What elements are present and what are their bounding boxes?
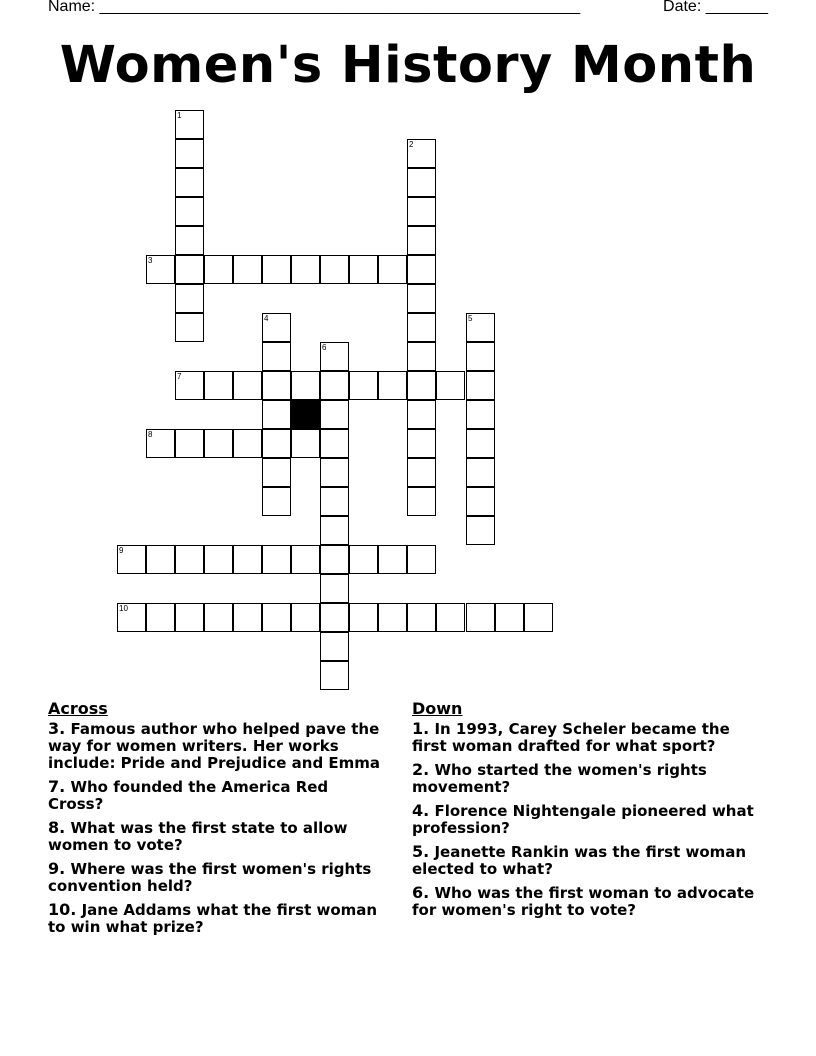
grid-cell[interactable]	[175, 168, 204, 197]
clue-number: 10	[119, 604, 128, 613]
down-clue: 2. Who started the women's rights movement?	[412, 760, 707, 796]
grid-cell[interactable]	[466, 313, 495, 342]
grid-cell[interactable]	[175, 139, 204, 168]
grid-cell[interactable]	[175, 110, 204, 139]
clue-number: 7	[177, 372, 182, 381]
grid-cell[interactable]	[262, 400, 291, 429]
grid-cell[interactable]	[349, 545, 378, 574]
grid-cell[interactable]	[407, 284, 436, 313]
grid-cell[interactable]	[233, 429, 262, 458]
grid-cell[interactable]	[262, 458, 291, 487]
grid-cell[interactable]	[262, 342, 291, 371]
grid-cell[interactable]	[407, 371, 436, 400]
date-field[interactable]: Date: _______	[663, 0, 768, 15]
grid-cell[interactable]	[407, 255, 436, 284]
grid-cell[interactable]	[291, 371, 320, 400]
grid-cell[interactable]	[146, 255, 175, 284]
clue-number: 5	[468, 314, 473, 323]
grid-cell[interactable]	[320, 371, 349, 400]
grid-cell[interactable]	[146, 545, 175, 574]
grid-cell[interactable]	[320, 400, 349, 429]
clue-number: 1	[177, 111, 182, 120]
grid-cell[interactable]	[436, 371, 465, 400]
grid-cell[interactable]	[349, 255, 378, 284]
grid-cell[interactable]	[233, 371, 262, 400]
grid-cell[interactable]	[175, 603, 204, 632]
grid-cell[interactable]	[262, 371, 291, 400]
grid-cell[interactable]	[407, 197, 436, 226]
name-field[interactable]: Name: ______________________________________________________	[48, 0, 581, 15]
grid-cell[interactable]	[349, 371, 378, 400]
black-cell	[291, 400, 320, 429]
grid-cell[interactable]	[524, 603, 553, 632]
grid-cell[interactable]	[291, 545, 320, 574]
grid-cell[interactable]	[407, 313, 436, 342]
clue-number: 6	[322, 343, 327, 352]
grid-cell[interactable]	[407, 168, 436, 197]
grid-cell[interactable]	[175, 226, 204, 255]
across-clues	[48, 700, 388, 942]
grid-cell[interactable]	[378, 371, 407, 400]
grid-cell[interactable]	[320, 255, 349, 284]
down-heading: Down	[412, 699, 463, 718]
grid-cell[interactable]	[204, 371, 233, 400]
down-clues	[412, 700, 762, 925]
grid-cell[interactable]	[291, 429, 320, 458]
grid-cell[interactable]	[378, 603, 407, 632]
across-heading: Across	[48, 699, 108, 718]
grid-cell[interactable]	[320, 429, 349, 458]
grid-cell[interactable]	[466, 400, 495, 429]
grid-cell[interactable]	[436, 603, 465, 632]
down-clue: 6. Who was the first woman to advocate for women's right to vote?	[412, 883, 755, 919]
grid-cell[interactable]	[175, 255, 204, 284]
grid-cell[interactable]	[466, 516, 495, 545]
grid-cell[interactable]	[117, 603, 146, 632]
grid-cell[interactable]	[233, 603, 262, 632]
grid-cell[interactable]	[466, 487, 495, 516]
down-clue: 1. In 1993, Carey Scheler became the first woman drafted for what sport?	[412, 719, 730, 755]
clue-number: 9	[119, 546, 124, 555]
grid-cell[interactable]	[175, 429, 204, 458]
grid-cell[interactable]	[407, 487, 436, 516]
grid-cell[interactable]	[407, 139, 436, 168]
down-clue: 5. Jeanette Rankin was the first woman elected to what?	[412, 842, 747, 878]
grid-cell[interactable]	[262, 429, 291, 458]
grid-cell[interactable]	[349, 603, 378, 632]
grid-cell[interactable]	[175, 371, 204, 400]
grid-cell[interactable]	[407, 545, 436, 574]
grid-cell[interactable]	[262, 313, 291, 342]
grid-cell[interactable]	[466, 429, 495, 458]
grid-cell[interactable]	[320, 458, 349, 487]
grid-cell[interactable]	[320, 661, 349, 690]
grid-cell[interactable]	[378, 545, 407, 574]
grid-cell[interactable]	[378, 255, 407, 284]
grid-cell[interactable]	[262, 545, 291, 574]
grid-cell[interactable]	[407, 226, 436, 255]
clue-number: 3	[148, 256, 153, 265]
grid-cell[interactable]	[146, 429, 175, 458]
grid-cell[interactable]	[466, 603, 495, 632]
across-clue: 9. Where was the first women's rights convention held?	[48, 859, 372, 895]
grid-cell[interactable]	[407, 458, 436, 487]
grid-cell[interactable]	[175, 197, 204, 226]
grid-cell[interactable]	[407, 342, 436, 371]
grid-cell[interactable]	[320, 487, 349, 516]
grid-cell[interactable]	[320, 603, 349, 632]
grid-cell[interactable]	[320, 545, 349, 574]
clue-number: 8	[148, 430, 153, 439]
grid-cell[interactable]	[407, 603, 436, 632]
grid-cell[interactable]	[233, 545, 262, 574]
grid-cell[interactable]	[262, 603, 291, 632]
grid-cell[interactable]	[204, 429, 233, 458]
grid-cell[interactable]	[175, 313, 204, 342]
grid-cell[interactable]	[204, 545, 233, 574]
grid-cell[interactable]	[175, 284, 204, 313]
grid-cell[interactable]	[320, 632, 349, 661]
across-clue: 8. What was the first state to allow women to vote?	[48, 818, 348, 854]
grid-cell[interactable]	[291, 255, 320, 284]
clue-number: 2	[409, 140, 414, 149]
across-clue: 10. Jane Addams what the first woman to win what prize?	[48, 900, 378, 936]
grid-cell[interactable]	[291, 603, 320, 632]
grid-cell[interactable]	[262, 255, 291, 284]
grid-cell[interactable]	[320, 516, 349, 545]
across-clue: 7. Who founded the America Red Cross?	[48, 777, 329, 813]
grid-cell[interactable]	[204, 255, 233, 284]
grid-cell[interactable]	[204, 603, 233, 632]
clue-number: 4	[264, 314, 269, 323]
grid-cell[interactable]	[320, 574, 349, 603]
grid-cell[interactable]	[407, 400, 436, 429]
grid-cell[interactable]	[262, 487, 291, 516]
grid-cell[interactable]	[466, 371, 495, 400]
page-title: Women's History Month	[59, 36, 757, 95]
grid-cell[interactable]	[146, 603, 175, 632]
grid-cell[interactable]	[407, 429, 436, 458]
grid-cell[interactable]	[320, 342, 349, 371]
grid-cell[interactable]	[466, 458, 495, 487]
down-clue: 4. Florence Nightengale pioneered what profession?	[412, 801, 754, 837]
grid-cell[interactable]	[466, 342, 495, 371]
grid-cell[interactable]	[495, 603, 524, 632]
grid-cell[interactable]	[233, 255, 262, 284]
grid-cell[interactable]	[175, 545, 204, 574]
grid-cell[interactable]	[117, 545, 146, 574]
across-clue: 3. Famous author who helped pave the way for women writers. Her works include: Pride and Prejudice and Emma	[48, 719, 381, 772]
